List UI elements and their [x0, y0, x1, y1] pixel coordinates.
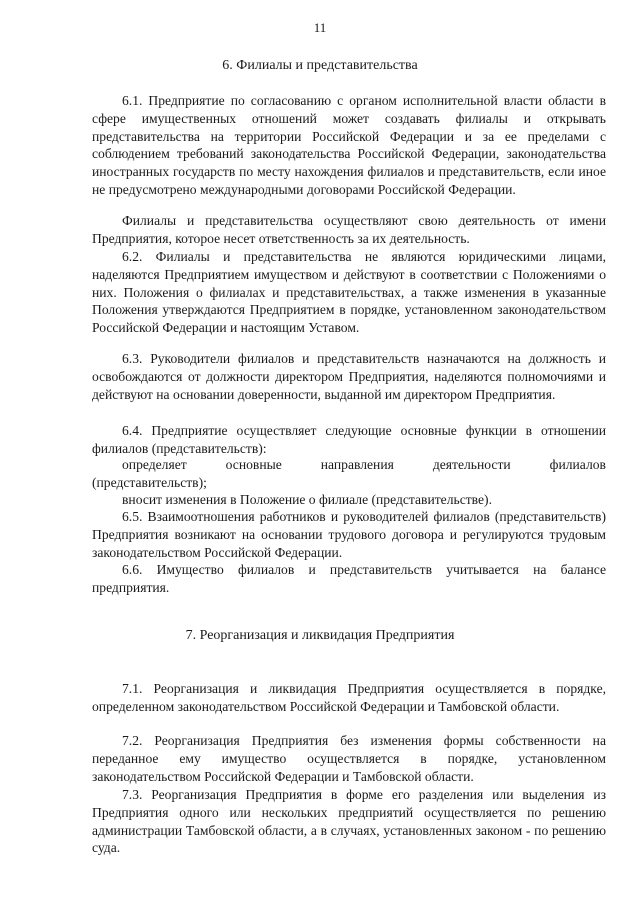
word: деятельности	[432, 457, 511, 472]
section-6-title: 6. Филиалы и представительства	[222, 58, 418, 73]
paragraph-6-5: 6.5. Взаимоотношения работников и руководителей филиалов (представительств) Предприятия возникают на основании трудового договора и регулируются трудовым законодательством Российской Федерации.	[92, 509, 606, 560]
paragraph-7-2: 7.2. Реорганизация Предприятия без изменения формы собственности на переданное ему имущество осуществляется в порядке, установленном законодательством Российской Федерации и Тамбовской области.	[92, 733, 606, 784]
word: филиалов	[549, 457, 606, 472]
word: определяет	[122, 457, 187, 472]
paragraph-6-4: 6.4. Предприятие осуществляет следующие основные функции в отношении филиалов (представительств):	[92, 423, 606, 456]
paragraph-6-4-function-2: вносит изменения в Положение о филиале (представительстве).	[122, 492, 492, 507]
paragraph-6-3: 6.3. Руководители филиалов и представительств назначаются на должность и освобождаются от должности директором Предприятия, наделяются полномочиями и действуют на основании доверенности, выданной им директором Предприятия.	[92, 351, 606, 402]
paragraph-6-1: 6.1. Предприятие по согласованию с органом исполнительной власти области в сфере имущественных отношений может создавать филиалы и открывать представительства на территории Российской Федерации и за ее пределами с соблюдением требований законодательства Российской Федерации, законодательства иностранных государств по месту нахождения филиалов и представительств, если иное не предусмотрено международными договорами Российской Федерации.	[92, 93, 606, 197]
paragraph-6-4-function-1-continued: (представительств);	[92, 475, 207, 490]
paragraph-6-1-continued: Филиалы и представительства осуществляют свою деятельность от имени Предприятия, которое несет ответственность за их деятельность.	[92, 213, 606, 246]
paragraph-6-2: 6.2. Филиалы и представительства не являются юридическими лицами, наделяются Предприятием имуществом и действуют в соответствии с Положениями о них. Положения о филиалах и представительствах, а также изменения в указанные Положения утверждаются Предприятием в порядке, установленном законодательством Российской Федерации и настоящим Уставом.	[92, 249, 606, 336]
paragraph-6-6: 6.6. Имущество филиалов и представительств учитывается на балансе предприятия.	[92, 562, 606, 595]
word: направления	[320, 457, 394, 472]
paragraph-7-1: 7.1. Реорганизация и ликвидация Предприятия осуществляется в порядке, определенном законодательством Российской Федерации и Тамбовской области.	[92, 681, 606, 714]
word: основные	[225, 457, 282, 472]
page-number: 11	[313, 20, 327, 35]
paragraph-6-4-function-1	[92, 456, 606, 474]
section-7-title: 7. Реорганизация и ликвидация Предприятия	[185, 628, 455, 643]
paragraph-7-3: 7.3. Реорганизация Предприятия в форме его разделения или выделения из Предприятия одного или нескольких предприятий осуществляется по решению администрации Тамбовской области, а в случаях, установленных законом - по решению суда.	[92, 787, 606, 856]
